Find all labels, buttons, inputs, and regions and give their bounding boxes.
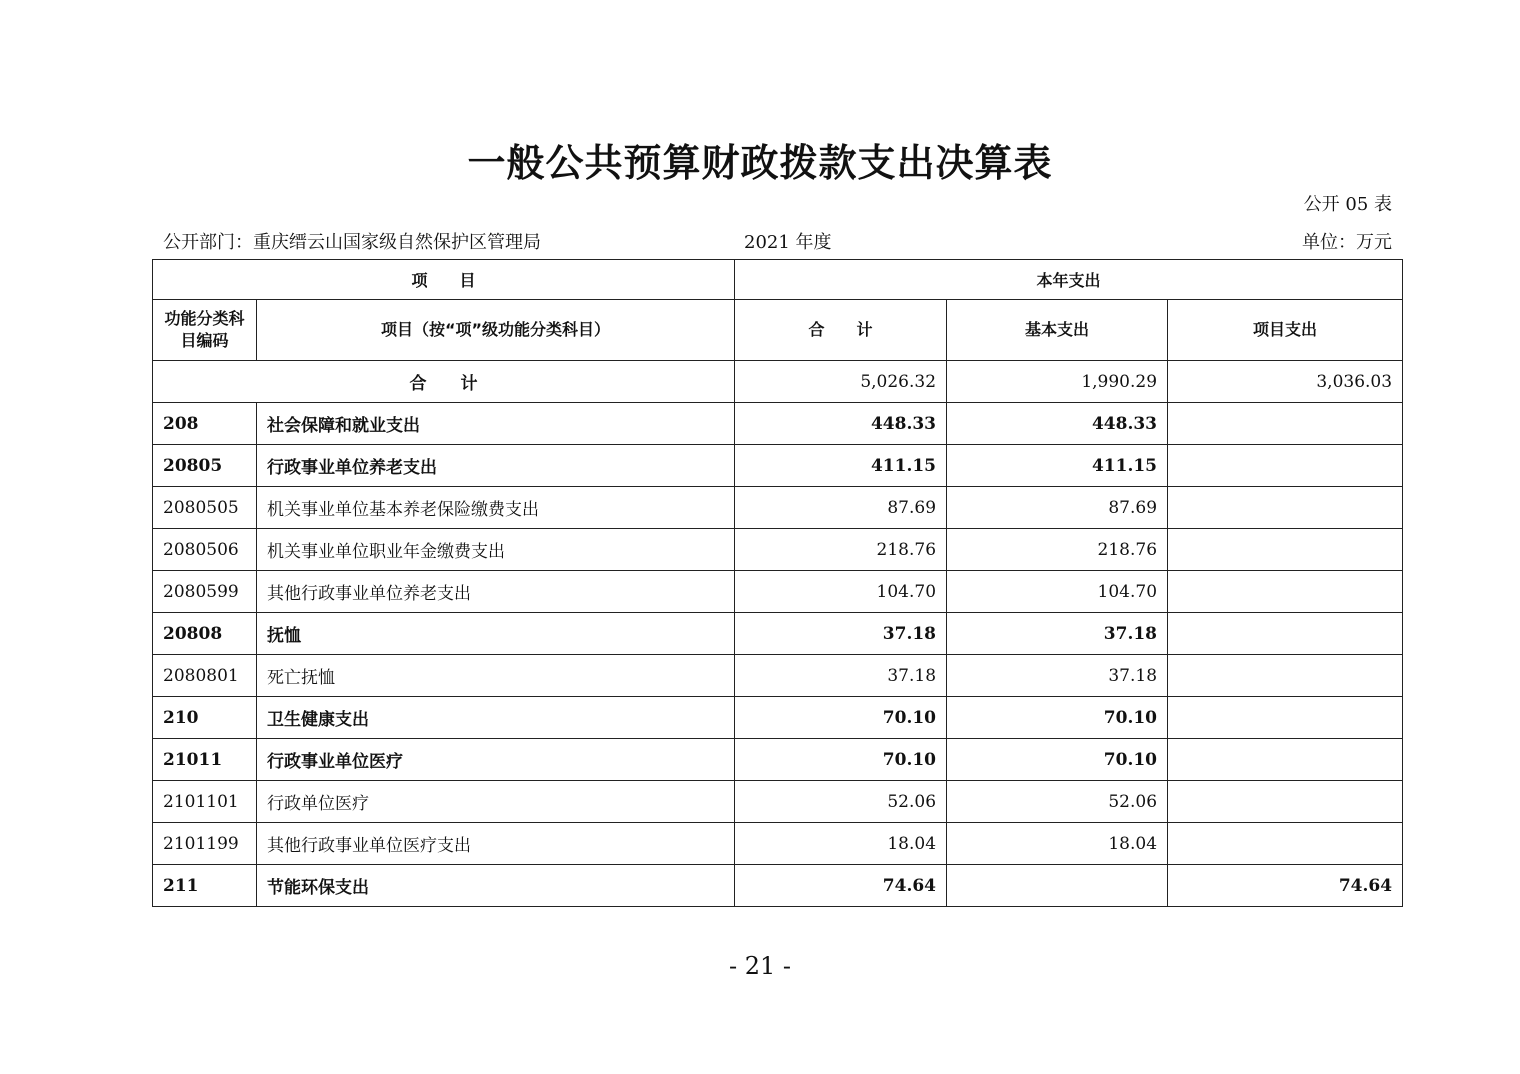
table-row: [153, 445, 1403, 487]
header-basic: 基本支出: [947, 300, 1168, 361]
row-project: [1168, 781, 1403, 823]
header-item-name: 项目（按“项”级功能分类科目）: [257, 300, 735, 361]
table-row: [153, 781, 1403, 823]
row-basic: 448.33: [947, 403, 1168, 445]
header-total: 合 计: [735, 300, 947, 361]
department-label: 公开部门：重庆缙云山国家级自然保护区管理局: [163, 232, 541, 253]
row-total: 87.69: [735, 487, 947, 529]
row-project: [1168, 739, 1403, 781]
row-project: [1168, 529, 1403, 571]
row-code: 2080599: [153, 571, 257, 613]
page-number: - 21 -: [728, 952, 791, 980]
row-name: 死亡抚恤: [257, 655, 735, 697]
row-project: [1168, 571, 1403, 613]
table-row: [153, 697, 1403, 739]
row-code: 2101199: [153, 823, 257, 865]
row-project: [1168, 697, 1403, 739]
table-row: [153, 529, 1403, 571]
row-total: 18.04: [735, 823, 947, 865]
table-row: [153, 613, 1403, 655]
row-project: [1168, 655, 1403, 697]
table-row: [153, 739, 1403, 781]
table-row: [153, 403, 1403, 445]
row-name: 其他行政事业单位医疗支出: [257, 823, 735, 865]
row-name: 机关事业单位基本养老保险缴费支出: [257, 487, 735, 529]
row-basic: 411.15: [947, 445, 1168, 487]
row-total: 104.70: [735, 571, 947, 613]
row-name: 卫生健康支出: [257, 697, 735, 739]
row-code: 2080506: [153, 529, 257, 571]
row-basic: 37.18: [947, 655, 1168, 697]
row-code: 21011: [153, 739, 257, 781]
row-code: 210: [153, 697, 257, 739]
row-total: 448.33: [735, 403, 947, 445]
expenditure-table: [152, 259, 1403, 907]
row-total: 70.10: [735, 697, 947, 739]
row-code: 2080505: [153, 487, 257, 529]
row-name: 机关事业单位职业年金缴费支出: [257, 529, 735, 571]
row-total: 37.18: [735, 613, 947, 655]
row-basic: 37.18: [947, 613, 1168, 655]
header-project: 项 目: [153, 260, 735, 300]
row-total: 218.76: [735, 529, 947, 571]
row-name: 抚恤: [257, 613, 735, 655]
row-code: 211: [153, 865, 257, 907]
table-row: [153, 571, 1403, 613]
unit-label: 单位：万元: [1302, 232, 1392, 253]
row-name: 行政事业单位医疗: [257, 739, 735, 781]
row-total: 52.06: [735, 781, 947, 823]
total-row-project: 3,036.03: [1168, 361, 1403, 403]
table-row: [153, 655, 1403, 697]
row-code: 208: [153, 403, 257, 445]
row-basic: 52.06: [947, 781, 1168, 823]
header-project-expenditure: 项目支出: [1168, 300, 1403, 361]
row-name: 行政单位医疗: [257, 781, 735, 823]
row-basic: 87.69: [947, 487, 1168, 529]
row-code: 2080801: [153, 655, 257, 697]
total-row-total: 5,026.32: [735, 361, 947, 403]
row-total: 74.64: [735, 865, 947, 907]
row-basic: 70.10: [947, 739, 1168, 781]
row-name: 其他行政事业单位养老支出: [257, 571, 735, 613]
row-total: 411.15: [735, 445, 947, 487]
row-project: [1168, 403, 1403, 445]
year-label: 2021 年度: [744, 232, 832, 253]
row-basic: 18.04: [947, 823, 1168, 865]
table-row: [153, 865, 1403, 907]
total-row-label: 合 计: [153, 361, 735, 403]
row-total: 70.10: [735, 739, 947, 781]
row-project: [1168, 613, 1403, 655]
row-code: 20808: [153, 613, 257, 655]
row-basic: 218.76: [947, 529, 1168, 571]
table-row: [153, 487, 1403, 529]
row-project: 74.64: [1168, 865, 1403, 907]
row-project: [1168, 487, 1403, 529]
row-code: 20805: [153, 445, 257, 487]
row-project: [1168, 445, 1403, 487]
row-name: 节能环保支出: [257, 865, 735, 907]
row-basic: 104.70: [947, 571, 1168, 613]
row-name: 行政事业单位养老支出: [257, 445, 735, 487]
row-project: [1168, 823, 1403, 865]
form-number: 公开 05 表: [1303, 194, 1392, 215]
header-code: 功能分类科目编码: [153, 300, 257, 361]
total-row-basic: 1,990.29: [947, 361, 1168, 403]
page-title: 一般公共预算财政拨款支出决算表: [467, 141, 1053, 185]
row-total: 37.18: [735, 655, 947, 697]
row-basic: [947, 865, 1168, 907]
table-row: [153, 823, 1403, 865]
header-current-year: 本年支出: [735, 260, 1403, 300]
row-basic: 70.10: [947, 697, 1168, 739]
row-code: 2101101: [153, 781, 257, 823]
row-name: 社会保障和就业支出: [257, 403, 735, 445]
